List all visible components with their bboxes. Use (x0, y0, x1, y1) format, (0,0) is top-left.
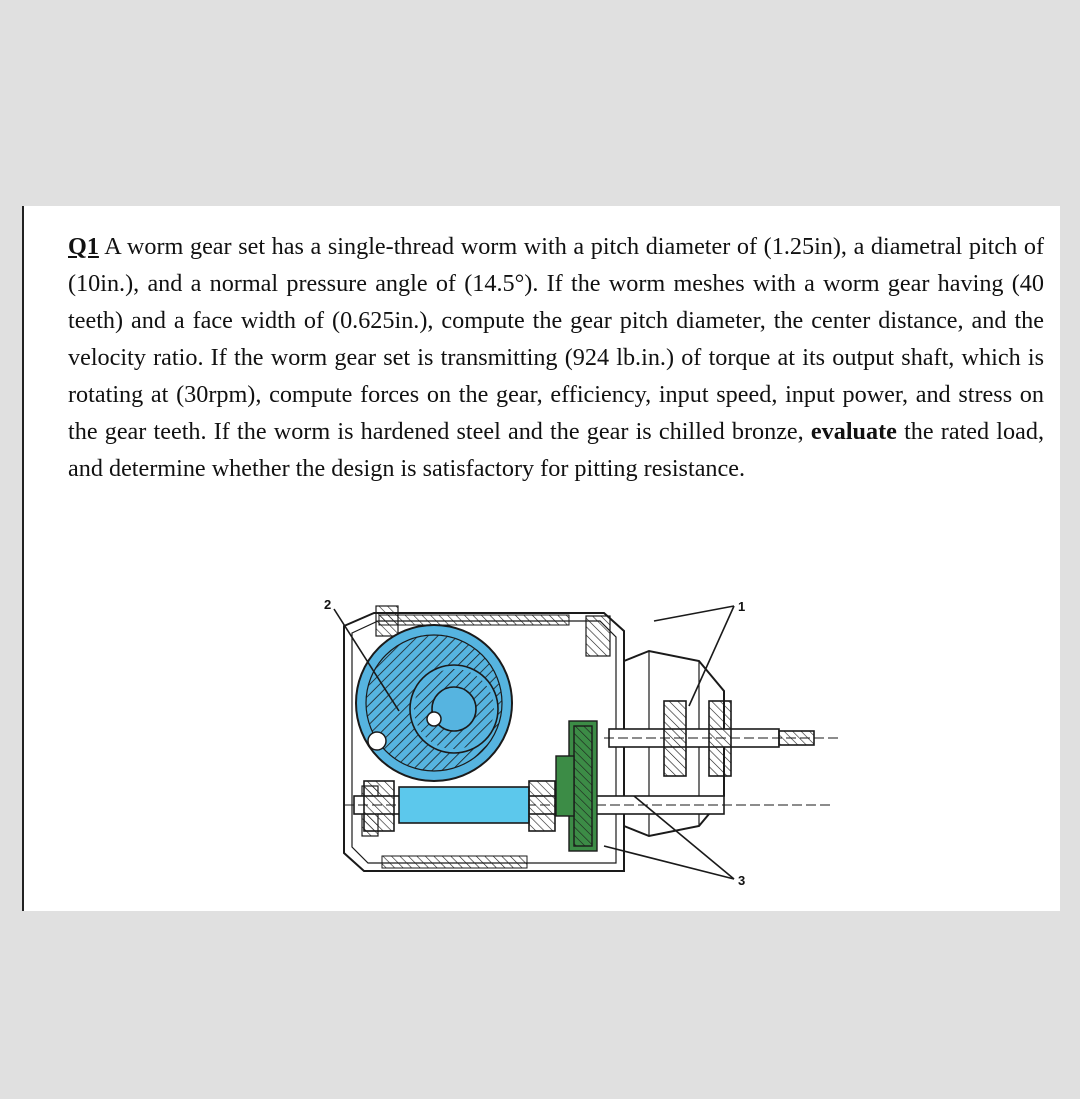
callout-3: 3 (738, 873, 746, 886)
worm-gear (356, 625, 512, 781)
callout-1: 1 (738, 599, 746, 614)
question-label: Q1 (68, 233, 99, 260)
spur-gear (556, 721, 597, 851)
output-shaft (604, 701, 839, 776)
question-bold-word: evaluate (810, 418, 897, 445)
worm-gearbox-diagram (304, 591, 844, 886)
question-card (22, 206, 1060, 911)
question-text (68, 228, 1044, 487)
callout-2: 2 (324, 597, 332, 612)
question-body-part1: A worm gear set has a single-thread worm with a pitch diameter of (1.25in), a diametral pitch of (10in.), and a normal pressure angle of (14.5°). If the worm meshes with a worm gear having (40 teeth) and a face width of (0.625in.), compute the gear pitch diameter, the center distance, and the velocity ratio. If the worm gear set is transmitting (924 lb.in.) of torque at its output shaft, which is rotating at (30rpm), compute forces on the gear, efficiency, input speed, input power, and stress on the gear teeth. If the worm is hardened steel and the gear is chilled bronze, (68, 233, 1044, 445)
question-body-part2: the rated load, and determine whether the design is satisfactory for pitting resistance. (68, 418, 1044, 482)
